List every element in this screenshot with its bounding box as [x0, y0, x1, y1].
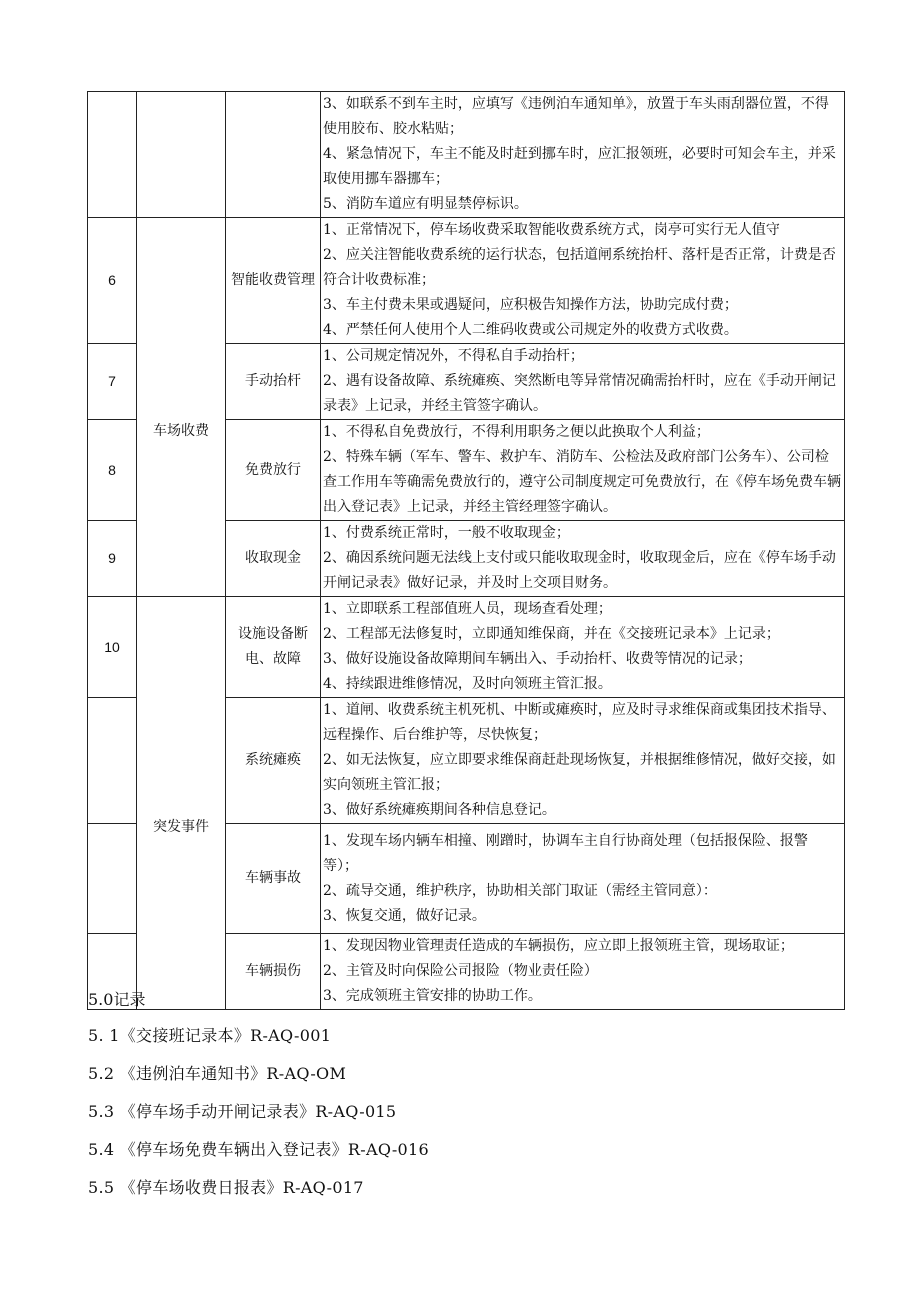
- description-line: 2、应关注智能收费系统的运行状态，包括道闸系统抬杆、落杆是否正常，计费是否符合计收费标准；: [323, 247, 836, 288]
- description-line: 4、紧急情况下，车主不能及时赶到挪车时，应汇报领班，必要时可知会车主，并采取使用挪车器挪车；: [323, 146, 836, 187]
- row-item: 收取现金: [226, 521, 321, 597]
- table-row: [88, 597, 845, 698]
- row-description: [321, 521, 845, 597]
- row-item: 设施设备断电、故障: [226, 597, 321, 698]
- description-line: 3、恢复交通，做好记录。: [323, 907, 486, 924]
- row-item: 系统瘫痪: [226, 698, 321, 824]
- row-item: 手动抬杆: [226, 344, 321, 420]
- description-line: 2、特殊车辆（军车、警车、救护车、消防车、公检法及政府部门公务车）、公司检查工作用车等确需免费放行的，遵守公司制度规定可免费放行，在《停车场免费车辆出入登记表》上记录，并经主管经理签字确认。: [323, 449, 841, 515]
- row-description: [321, 698, 845, 824]
- description-line: 1、立即联系工程部值班人员，现场查看处理；: [323, 601, 612, 617]
- records-title: 5.0记录: [88, 990, 146, 1009]
- row-item: 车辆事故: [226, 824, 321, 934]
- record-item: 5.3 《停车场手动开闸记录表》R-AQ-015: [88, 1102, 397, 1121]
- description-line: 3、车主付费未果或遇疑问，应积极告知操作方法，协助完成付费；: [323, 297, 738, 313]
- row-description: [321, 420, 845, 521]
- row-item: 车辆损伤: [226, 934, 321, 1010]
- table-row: [88, 218, 845, 344]
- row-item: 免费放行: [226, 420, 321, 521]
- description-line: 2、如无法恢复，应立即要求维保商赶赴现场恢复，并根据维修情况，做好交接，如实向领班主管汇报；: [323, 752, 836, 793]
- row-description: [321, 218, 845, 344]
- description-line: 1、不得私自免费放行，不得利用职务之便以此换取个人利益；: [323, 424, 710, 440]
- description-line: 5、消防车道应有明显禁停标识。: [323, 196, 528, 212]
- row-item: 智能收费管理: [226, 218, 321, 344]
- row-number: 6: [88, 218, 137, 344]
- row-number: [88, 92, 137, 218]
- record-item: 5. 1《交接班记录本》R-AQ-001: [88, 1026, 332, 1045]
- description-line: 3、完成领班主管安排的协助工作。: [323, 988, 542, 1004]
- description-line: 2、主管及时向保险公司报险（物业责任险）: [323, 963, 598, 979]
- record-item: 5.4 《停车场免费车辆出入登记表》R-AQ-016: [88, 1140, 429, 1159]
- description-line: 1、付费系统正常时，一般不收取现金；: [323, 525, 570, 541]
- row-description: [321, 92, 845, 218]
- description-line: 2、疏导交通，维护秩序，协助相关部门取证（需经主管同意）：: [323, 882, 717, 899]
- row-description: [321, 824, 845, 934]
- description-line: 4、严禁任何人使用个人二维码收费或公司规定外的收费方式收费。: [323, 322, 738, 338]
- table-row: [88, 92, 845, 218]
- row-number: 8: [88, 420, 137, 521]
- row-category: 车场收费: [137, 218, 226, 597]
- regulations-table: [87, 91, 845, 1010]
- row-description: [321, 344, 845, 420]
- row-description: [321, 597, 845, 698]
- row-category: 突发事件: [137, 597, 226, 1010]
- row-number: [88, 824, 137, 934]
- description-line: 4、持续跟进维修情况，及时向领班主管汇报。: [323, 676, 612, 692]
- row-number: [88, 698, 137, 824]
- description-line: 1、公司规定情况外，不得私自手动抬杆；: [323, 348, 584, 364]
- description-line: 1、道闸、收费系统主机死机、中断或瘫痪时，应及时寻求维保商或集团技术指导、远程操作、后台维护等，尽快恢复；: [323, 702, 836, 743]
- description-line: 1、发现车场内辆车相撞、刚蹭时，协调车主自行协商处理（包括报保险、报警等）；: [323, 832, 808, 874]
- description-line: 3、做好设施设备故障期间车辆出入、手动抬杆、收费等情况的记录；: [323, 651, 752, 667]
- row-number: 9: [88, 521, 137, 597]
- description-line: 2、确因系统问题无法线上支付或只能收取现金时，收取现金后，应在《停车场手动开闸记录表》做好记录，并及时上交项目财务。: [323, 550, 836, 591]
- regulations-table-container: [87, 91, 844, 1010]
- row-number: 7: [88, 344, 137, 420]
- record-item: 5.5 《停车场收费日报表》R-AQ-017: [88, 1178, 364, 1197]
- description-line: 1、正常情况下，停车场收费采取智能收费系统方式，岗亭可实行无人值守: [323, 222, 780, 238]
- row-category: [137, 92, 226, 218]
- description-line: 2、工程部无法修复时，立即通知维保商，并在《交接班记录本》上记录；: [323, 626, 780, 642]
- description-line: 1、发现因物业管理责任造成的车辆损伤，应立即上报领班主管，现场取证；: [323, 938, 794, 954]
- row-number: 10: [88, 597, 137, 698]
- record-item: 5.2 《违例泊车通知书》R-AQ-OM: [88, 1064, 347, 1083]
- description-line: 3、如联系不到车主时，应填写《违例泊车通知单》，放置于车头雨刮器位置，不得使用胶布、胶水粘贴；: [323, 96, 829, 137]
- description-line: 3、做好系统瘫痪期间各种信息登记。: [323, 802, 556, 818]
- records-section: [88, 988, 848, 1214]
- row-item: [226, 92, 321, 218]
- description-line: 2、遇有设备故障、系统瘫痪、突然断电等异常情况确需抬杆时，应在《手动开闸记录表》上记录，并经主管签字确认。: [323, 373, 836, 414]
